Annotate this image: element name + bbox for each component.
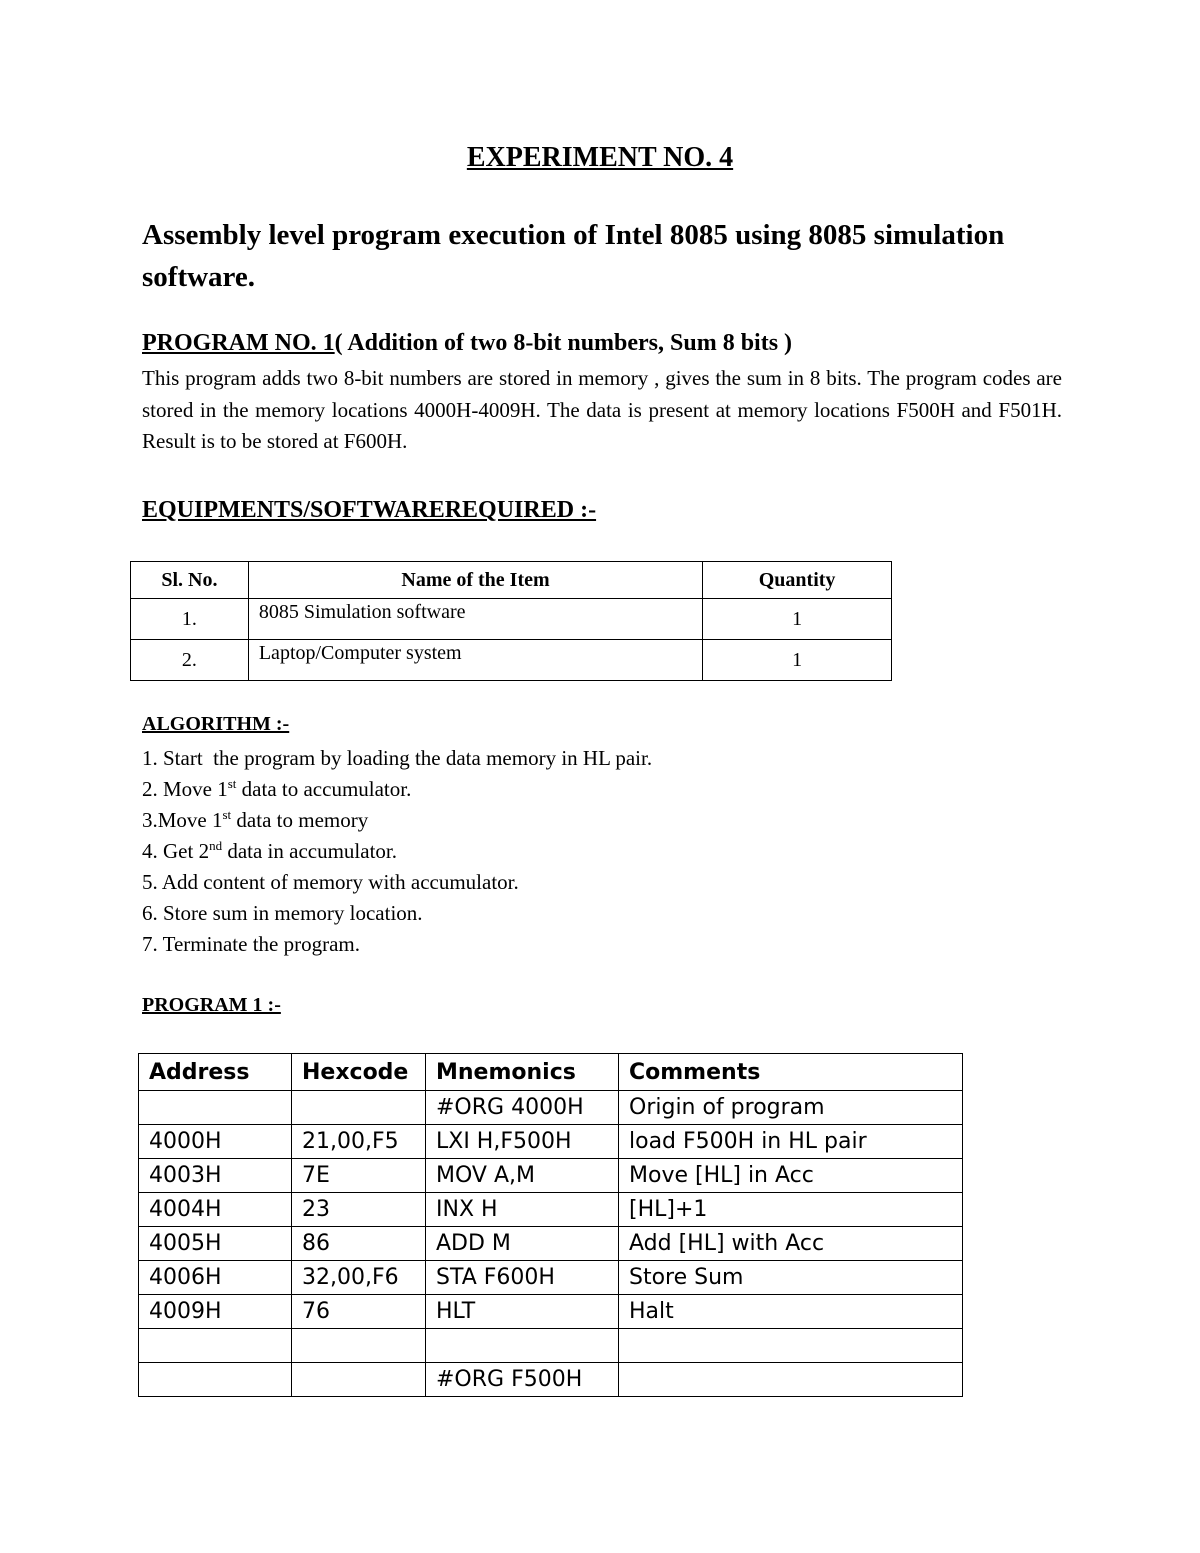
program-header-cell: Hexcode	[292, 1054, 426, 1091]
program-header-cell: Address	[139, 1054, 292, 1091]
program-row	[139, 1329, 963, 1363]
algorithm-heading: ALGORITHM :-	[142, 713, 290, 735]
program-header-row	[139, 1054, 963, 1091]
program-row	[139, 1159, 963, 1193]
program-row	[139, 1363, 963, 1397]
algorithm-step: 3.Move 1st data to memory	[142, 807, 369, 832]
program-cell: STA F600H	[426, 1261, 619, 1295]
program-cell	[619, 1329, 963, 1363]
equipment-cell: 8085 Simulation software	[248, 599, 702, 640]
program-header-cell: Mnemonics	[426, 1054, 619, 1091]
program-cell: 4009H	[139, 1295, 292, 1329]
program-cell: 4006H	[139, 1261, 292, 1295]
program-cell	[619, 1363, 963, 1397]
equipment-header-cell: Sl. No.	[131, 562, 249, 599]
program-table-body	[139, 1091, 963, 1397]
equipment-header-cell: Quantity	[703, 562, 892, 599]
equipment-cell: 2.	[131, 640, 249, 681]
program-cell: load F500H in HL pair	[619, 1125, 963, 1159]
program-cell: 4000H	[139, 1125, 292, 1159]
program-row	[139, 1125, 963, 1159]
equipment-cell: 1.	[131, 599, 249, 640]
equipment-table	[130, 561, 892, 681]
program-cell: INX H	[426, 1193, 619, 1227]
program-row	[139, 1295, 963, 1329]
program-cell: 4005H	[139, 1227, 292, 1261]
equipment-row	[131, 599, 892, 640]
program-cell: Origin of program	[619, 1091, 963, 1125]
main-heading: Assembly level program execution of Intel 8085 using 8085 simulation software.	[142, 219, 1005, 293]
equipment-cell: 1	[703, 640, 892, 681]
program-cell: 21,00,F5	[292, 1125, 426, 1159]
equipment-header-cell: Name of the Item	[248, 562, 702, 599]
program1-heading: PROGRAM 1 :-	[142, 994, 281, 1016]
equipment-cell: 1	[703, 599, 892, 640]
program-heading-title: ( Addition of two 8-bit numbers, Sum 8 bits )	[334, 330, 793, 356]
program-table	[138, 1053, 963, 1397]
program-cell	[292, 1329, 426, 1363]
program-row	[139, 1193, 963, 1227]
equipment-header-row	[131, 562, 892, 599]
program-cell: Move [HL] in Acc	[619, 1159, 963, 1193]
program-cell: HLT	[426, 1295, 619, 1329]
program-cell: 76	[292, 1295, 426, 1329]
program-cell	[292, 1091, 426, 1125]
program-cell: 7E	[292, 1159, 426, 1193]
program-cell: #ORG 4000H	[426, 1091, 619, 1125]
algorithm-step: 7. Terminate the program.	[142, 932, 360, 956]
program-cell: 86	[292, 1227, 426, 1261]
experiment-title: EXPERIMENT NO. 4	[466, 142, 734, 173]
program-cell: [HL]+1	[619, 1193, 963, 1227]
program-heading	[142, 330, 792, 357]
program-row	[139, 1227, 963, 1261]
program-row	[139, 1261, 963, 1295]
program-row	[139, 1091, 963, 1125]
program-header-cell: Comments	[619, 1054, 963, 1091]
program-cell	[139, 1363, 292, 1397]
program-cell: Store Sum	[619, 1261, 963, 1295]
program-cell	[139, 1091, 292, 1125]
equipment-row	[131, 640, 892, 681]
program-cell: MOV A,M	[426, 1159, 619, 1193]
program-cell: Halt	[619, 1295, 963, 1329]
program-cell: 23	[292, 1193, 426, 1227]
algorithm-step: 5. Add content of memory with accumulator.	[142, 870, 519, 894]
equipment-heading: EQUIPMENTS/SOFTWAREREQUIRED :-	[142, 497, 597, 523]
program-heading-number: PROGRAM NO. 1	[142, 330, 335, 356]
program-cell: 32,00,F6	[292, 1261, 426, 1295]
algorithm-step: 1. Start the program by loading the data memory in HL pair.	[142, 746, 653, 770]
algorithm-step: 6. Store sum in memory location.	[142, 901, 423, 925]
program-cell: ADD M	[426, 1227, 619, 1261]
program-cell: Add [HL] with Acc	[619, 1227, 963, 1261]
equipment-cell: Laptop/Computer system	[248, 640, 702, 681]
algorithm-steps	[142, 743, 652, 960]
program-cell	[426, 1329, 619, 1363]
program-cell: 4004H	[139, 1193, 292, 1227]
program-cell	[139, 1329, 292, 1363]
algorithm-step: 4. Get 2nd data in accumulator.	[142, 838, 398, 863]
program-cell: LXI H,F500H	[426, 1125, 619, 1159]
program-cell	[292, 1363, 426, 1397]
algorithm-step: 2. Move 1st data to accumulator.	[142, 776, 412, 801]
program-cell: 4003H	[139, 1159, 292, 1193]
program-cell: #ORG F500H	[426, 1363, 619, 1397]
program-description: This program adds two 8-bit numbers are stored in memory , gives the sum in 8 bits. The program codes are stored in the memory locations 4000H-4009H. The data is present at memory locations F500H and F501H. Result is to be stored at F600H.	[142, 366, 1062, 453]
